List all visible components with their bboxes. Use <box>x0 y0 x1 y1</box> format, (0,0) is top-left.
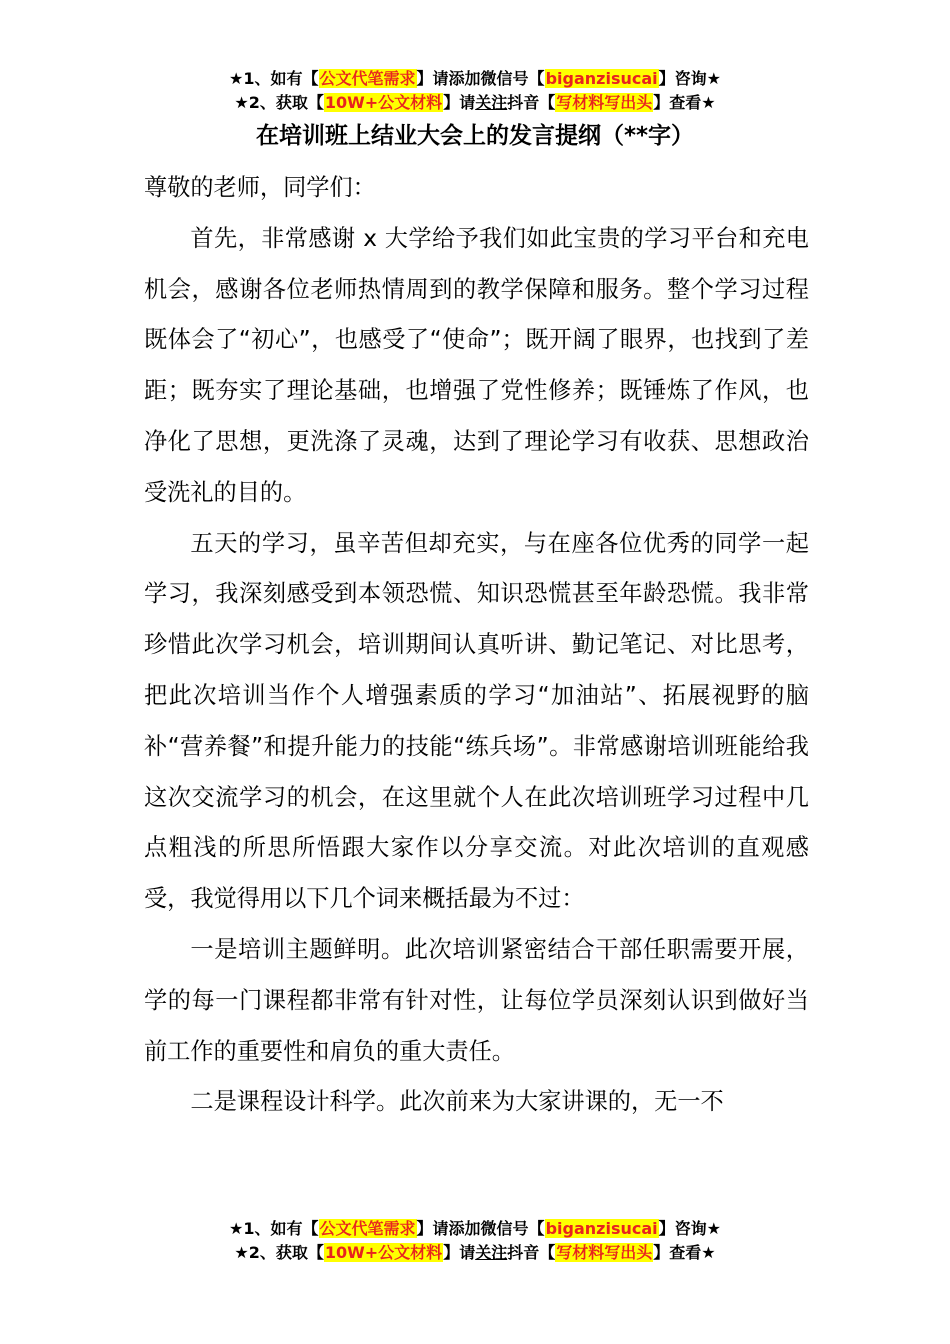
promo-text: ★2、获取【 <box>234 1243 324 1262</box>
body-paragraph: 首先，非常感谢 x 大学给予我们如此宝贵的学习平台和充电机会，感谢各位老师热情周到的教学保障和服务。整个学习过程既体会了“初心”，也感受了“使命”；既开阔了眼界，也找到了差距；既夯实了理论基础，也增强了党性修养；既锤炼了作风，也净化了思想，更洗涤了灵魂，达到了理论学习有收获、思想政治受洗礼的目的。 <box>144 224 809 506</box>
promo-line-1 <box>0 1217 950 1241</box>
promo-highlight: 写材料写出头 <box>556 93 653 112</box>
promo-emphasis: 添加 <box>448 1219 481 1238</box>
promo-text: 】咨询★ <box>658 1219 721 1238</box>
promo-highlight: 10W+公文材料 <box>324 93 443 112</box>
promo-text: 抖音【 <box>507 1243 556 1262</box>
salutation: 尊敬的老师，同学们： <box>144 174 376 201</box>
promo-text: ★2、获取【 <box>234 93 324 112</box>
promo-emphasis: 关注 <box>475 1243 508 1262</box>
promo-highlight: biganzisucai <box>545 69 658 88</box>
promo-text: ★1、如有【 <box>229 1219 319 1238</box>
body-paragraph: 一是培训主题鲜明。此次培训紧密结合干部任职需要开展，学的每一门课程都非常有针对性，让每位学员深刻认识到做好当前工作的重要性和肩负的重大责任。 <box>144 935 809 1065</box>
promo-text: 】请 <box>416 69 449 88</box>
promo-text: ★1、如有【 <box>229 69 319 88</box>
promo-text: 】咨询★ <box>658 69 721 88</box>
promo-line-1 <box>0 67 950 91</box>
document-title: 在培训班上结业大会上的发言提纲（**字） <box>255 123 695 149</box>
promo-line-2 <box>0 91 950 115</box>
promo-highlight: 10W+公文材料 <box>324 1243 443 1262</box>
promo-text: 】查看★ <box>653 93 716 112</box>
promo-highlight: 公文代笔需求 <box>319 1219 416 1238</box>
promo-highlight: 写材料写出头 <box>556 1243 653 1262</box>
promo-footer <box>0 1217 950 1265</box>
promo-highlight: biganzisucai <box>545 1219 658 1238</box>
promo-text: 微信号【 <box>480 69 545 88</box>
promo-text: 】请 <box>443 93 476 112</box>
document-body <box>144 163 809 1128</box>
promo-text: 抖音【 <box>507 93 556 112</box>
promo-text: 】请 <box>416 1219 449 1238</box>
promo-header <box>0 67 950 115</box>
promo-line-2 <box>0 1241 950 1265</box>
promo-emphasis: 关注 <box>475 93 508 112</box>
body-paragraph: 五天的学习，虽辛苦但却充实，与在座各位优秀的同学一起学习，我深刻感受到本领恐慌、知识恐慌甚至年龄恐慌。我非常珍惜此次学习机会，培训期间认真听讲、勤记笔记、对比思考，把此次培训当作个人增强素质的学习“加油站”、拓展视野的脑补“营养餐”和提升能力的技能“练兵场”。非常感谢培训班能给我这次交流学习的机会，在这里就个人在此次培训班学习过程中几点粗浅的所思所悟跟大家作以分享交流。对此次培训的直观感受，我觉得用以下几个词来概括最为不过： <box>144 529 809 913</box>
promo-text: 】查看★ <box>653 1243 716 1262</box>
promo-text: 微信号【 <box>480 1219 545 1238</box>
promo-text: 】请 <box>443 1243 476 1262</box>
promo-emphasis: 添加 <box>448 69 481 88</box>
promo-highlight: 公文代笔需求 <box>319 69 416 88</box>
body-paragraph: 二是课程设计科学。此次前来为大家讲课的，无一不 <box>190 1088 724 1116</box>
